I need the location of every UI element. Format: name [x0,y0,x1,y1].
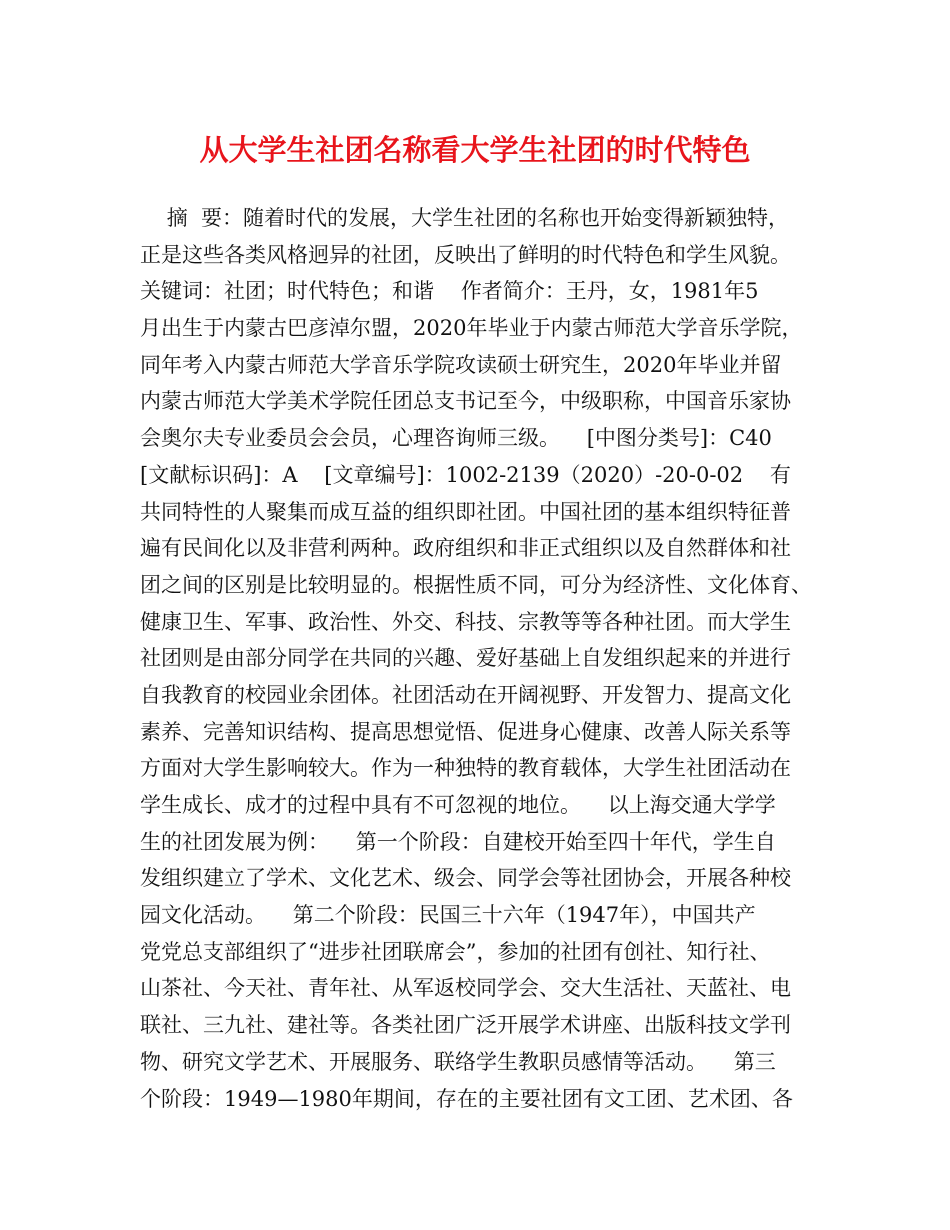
body-line: 同年考入内蒙古师范大学音乐学院攻读硕士研究生，2020年毕业并留 [140,352,782,377]
body-line: 方面对大学生影响较大。作为一种独特的教育载体，大学生社团活动在 [140,756,791,781]
document-body [140,200,820,1117]
body-line: 党党总支部组织了“进步社团联席会”，参加的社团有创社、知行社、 [140,939,771,964]
body-line: 月出生于内蒙古巴彦淖尔盟，2020年毕业于内蒙古师范大学音乐学院， [140,316,803,341]
body-line: 共同特性的人聚集而成互益的组织即社团。中国社团的基本组织特征普 [140,499,791,524]
body-line: 社团则是由部分同学在共同的兴趣、爱好基础上自发组织起来的并进行 [140,646,791,671]
body-line: 关键词：社团；时代特色；和谐 作者简介：王丹，女，1981年5 [140,279,759,304]
document-title: 从大学生社团名称看大学生社团的时代特色 [199,133,751,167]
body-line: 物、研究文学艺术、开展服务、联络学生教职员感情等活动。 第三 [140,1049,776,1074]
body-line: [文献标识码]：A [文章编号]：1002-2139（2020）-20-0-02 有 [140,462,791,487]
body-line: 生的社团发展为例： 第一个阶段：自建校开始至四十年代，学生自 [140,829,776,854]
body-line: 发组织建立了学术、文化艺术、级会、同学会等社团协会，开展各种校 [140,866,791,891]
body-line: 遍有民间化以及非营利两种。政府组织和非正式组织以及自然群体和社 [140,536,791,561]
body-line: 团之间的区别是比较明显的。根据性质不同，可分为经济性、文化体育、 [140,572,812,597]
body-line: 正是这些各类风格迥异的社团，反映出了鲜明的时代特色和学生风貌。 [140,242,791,267]
body-line: 会奥尔夫专业委员会会员，心理咨询师三级。 [中图分类号]：C40 [140,426,772,451]
body-line: 自我教育的校园业余团体。社团活动在开阔视野、开发智力、提高文化 [140,682,791,707]
body-line: 摘 要：随着时代的发展，大学生社团的名称也开始变得新颖独特， [140,206,790,230]
body-line: 山茶社、今天社、青年社、从军返校同学会、交大生活社、天蓝社、电 [140,976,791,1001]
body-line: 园文化活动。 第二个阶段：民国三十六年（1947年），中国共产 [140,903,756,928]
body-line: 学生成长、成才的过程中具有不可忽视的地位。 以上海交通大学学 [140,793,776,817]
body-line: 健康卫生、军事、政治性、外交、科技、宗教等等各种社团。而大学生 [140,609,791,634]
body-line: 内蒙古师范大学美术学院任团总支书记至今，中级职称，中国音乐家协 [140,389,791,414]
body-line: 个阶段：1949—1980年期间，存在的主要社团有文工团、艺术团、各 [140,1086,793,1111]
body-line: 联社、三九社、建社等。各类社团广泛开展学术讲座、出版科技文学刊 [140,1013,791,1038]
body-line: 素养、完善知识结构、提高思想觉悟、促进身心健康、改善人际关系等 [140,719,791,744]
